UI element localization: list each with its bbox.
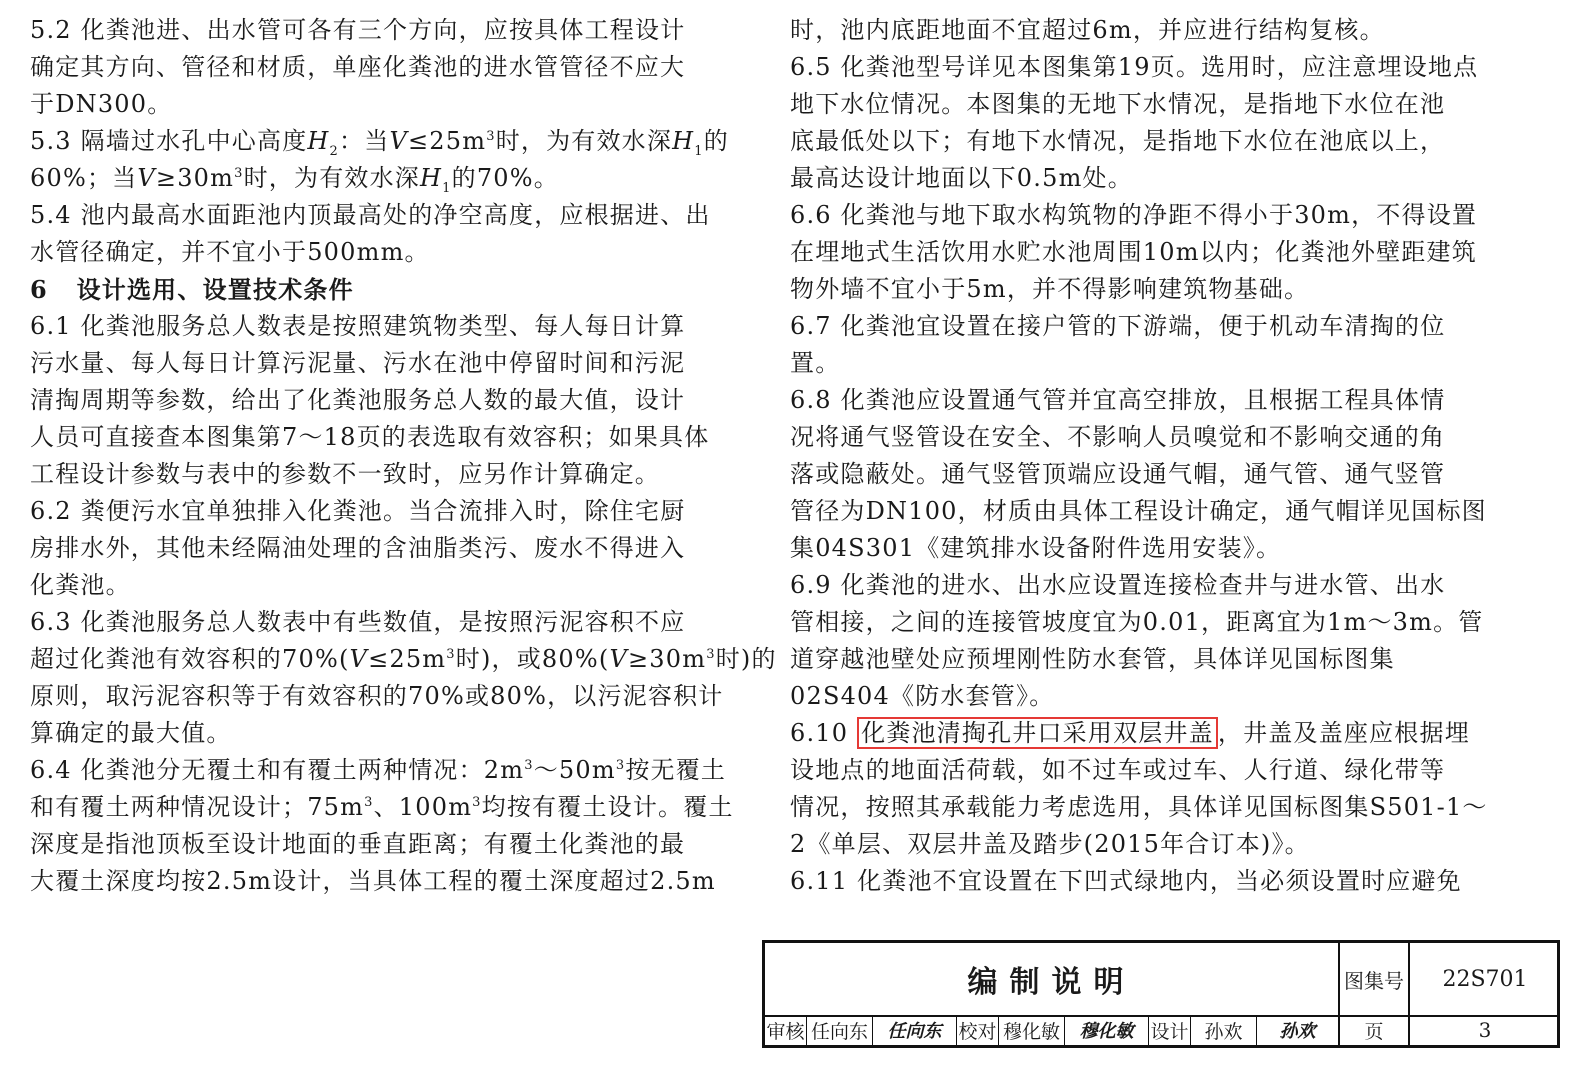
text-line: 管相接，之间的连接管坡度宜为0.01，距离宜为1m～3m。管 — [790, 608, 1484, 636]
text-line: 水管径确定，并不宜小于500mm。 — [30, 238, 430, 266]
text-line: 时，池内底距地面不宜超过6m，并应进行结构复核。 — [790, 16, 1385, 44]
design-signature: 孙欢 — [1257, 1015, 1340, 1045]
text-line: 6.11 化粪池不宜设置在下凹式绿地内，当必须设置时应避免 — [790, 867, 1462, 895]
atlas-number-value: 22S701 — [1442, 966, 1528, 992]
text-line: 于DN300。 — [30, 90, 173, 118]
title-block — [762, 940, 1560, 1048]
text-line: 污水量、每人每日计算污泥量、污水在池中停留时间和污泥 — [30, 349, 686, 377]
title-block-signature-row — [765, 1015, 1557, 1045]
design-label: 设计 — [1149, 1015, 1191, 1045]
text-line: 设地点的地面活荷载，如不过车或过车、人行道、绿化带等 — [790, 756, 1446, 784]
text-line: 况将通气竖管设在安全、不影响人员嗅觉和不影响交通的角 — [790, 423, 1446, 451]
text-line: 化粪池。 — [30, 571, 131, 599]
text-line: 超过化粪池有效容积的$70\%(V\le 25m^3$时)，或$80\%(V\ge 30m^3$时)的 — [30, 645, 777, 673]
text-line: 5.2 化粪池进、出水管可各有三个方向，应按具体工程设计 — [30, 16, 686, 44]
text-line: 清掏周期等参数，给出了化粪池服务总人数的最大值，设计 — [30, 386, 686, 414]
check-name: 穆化敏 — [999, 1015, 1065, 1045]
check-label: 校对 — [957, 1015, 999, 1045]
text-line: 02S404《防水套管》。 — [790, 682, 1055, 710]
text-line: 房排水外，其他未经隔油处理的含油脂类污、废水不得进入 — [30, 534, 686, 562]
text-line: 人员可直接查本图集第7～18页的表选取有效容积；如果具体 — [30, 423, 710, 451]
text-line: 和有覆土两种情况设计；$75m^3$、$100m^3$均按有覆土设计。覆土 — [30, 793, 734, 821]
text-line: 6.1 化粪池服务总人数表是按照建筑物类型、每人每日计算 — [30, 312, 686, 340]
text-line: 置。 — [790, 349, 841, 377]
text-line: 2《单层、双层井盖及踏步(2015年合订本)》。 — [790, 830, 1310, 858]
text-line: 底最低处以下；有地下水情况，是指地下水位在池底以上， — [790, 127, 1446, 155]
text-line: 工程设计参数与表中的参数不一致时，应另作计算确定。 — [30, 460, 660, 488]
review-name: 任向东 — [807, 1015, 873, 1045]
section-heading: 6 设计选用、设置技术条件 — [30, 275, 354, 304]
text-line: 6.2 粪便污水宜单独排入化粪池。当合流排入时，除住宅厨 — [30, 497, 686, 525]
atlas-number-label: 图集号 — [1340, 943, 1410, 1015]
text-line: 5.4 池内最高水面距池内顶最高处的净空高度，应根据进、出 — [30, 201, 711, 229]
text-line: 道穿越池壁处应预埋刚性防水套管，具体详见国标图集 — [790, 645, 1395, 673]
page-label: 页 — [1340, 1015, 1410, 1045]
text-line: 原则，取污泥容积等于有效容积的70%或80%，以污泥容积计 — [30, 682, 724, 710]
text-line: 算确定的最大值。 — [30, 719, 232, 747]
text-line: 6.6 化粪池与地下取水构筑物的净距不得小于30m，不得设置 — [790, 201, 1478, 229]
text-line: 6.4 化粪池分无覆土和有覆土两种情况：$2m^3\sim 50m^3$按无覆土 — [30, 756, 727, 784]
right-text-column — [790, 12, 1490, 900]
text-line: 情况，按照其承载能力考虑选用，具体详见国标图集S501-1～ — [790, 793, 1488, 821]
text-line: 6.7 化粪池宜设置在接户管的下游端，便于机动车清掏的位 — [790, 312, 1446, 340]
text-line: 管径为DN100，材质由具体工程设计确定，通气帽详见国标图 — [790, 497, 1487, 525]
check-signature: 穆化敏 — [1065, 1015, 1149, 1045]
text-line: 在埋地式生活饮用水贮水池周围10m以内；化粪池外壁距建筑 — [790, 238, 1477, 266]
text-line: 6.10 化粪池清掏孔井口采用双层井盖 ，井盖及盖座应根据埋 — [790, 719, 1470, 747]
text-line: 物外墙不宜小于5m，并不得影响建筑物基础。 — [790, 275, 1310, 303]
title-block-top-row — [765, 943, 1557, 1017]
text-line: 大覆土深度均按2.5m设计，当具体工程的覆土深度超过2.5m — [30, 867, 716, 895]
text-line: 6.3 化粪池服务总人数表中有些数值，是按照污泥容积不应 — [30, 608, 686, 636]
review-signature: 任向东 — [873, 1015, 957, 1045]
page-number: 3 — [1478, 1018, 1492, 1042]
text-line: 落或隐蔽处。通气竖管顶端应设通气帽，通气管、通气竖管 — [790, 460, 1446, 488]
highlighted-phrase: 化粪池清掏孔井口采用双层井盖 — [857, 717, 1218, 749]
design-name: 孙欢 — [1191, 1015, 1257, 1045]
text-line: 确定其方向、管径和材质，单座化粪池的进水管管径不应大 — [30, 53, 686, 81]
text-line: 地下水位情况。本图集的无地下水情况，是指地下水位在池 — [790, 90, 1446, 118]
text-line: 6.8 化粪池应设置通气管并宜高空排放，且根据工程具体情 — [790, 386, 1446, 414]
review-label: 审核 — [765, 1015, 807, 1045]
left-text-column — [30, 12, 777, 900]
text-line: 5.3 隔墙过水孔中心高度$H_2$：当$V\le 25m^3$时，为有效水深$H_1$的 — [30, 127, 729, 159]
text-line: 6.5 化粪池型号详见本图集第19页。选用时，应注意埋设地点 — [790, 53, 1479, 81]
text-line: 最高达设计地面以下0.5m处。 — [790, 164, 1133, 192]
text-line: 深度是指池顶板至设计地面的垂直距离；有覆土化粪池的最 — [30, 830, 686, 858]
drawing-title: 编制说明 — [765, 943, 1340, 1015]
text-line: 集04S301《建筑排水设备附件选用安装》。 — [790, 534, 1282, 562]
text-line: 60%；当$V\ge 30m^3$时，为有效水深$H_1$的70%。 — [30, 164, 559, 196]
text-line: 6.9 化粪池的进水、出水应设置连接检查井与进水管、出水 — [790, 571, 1446, 599]
